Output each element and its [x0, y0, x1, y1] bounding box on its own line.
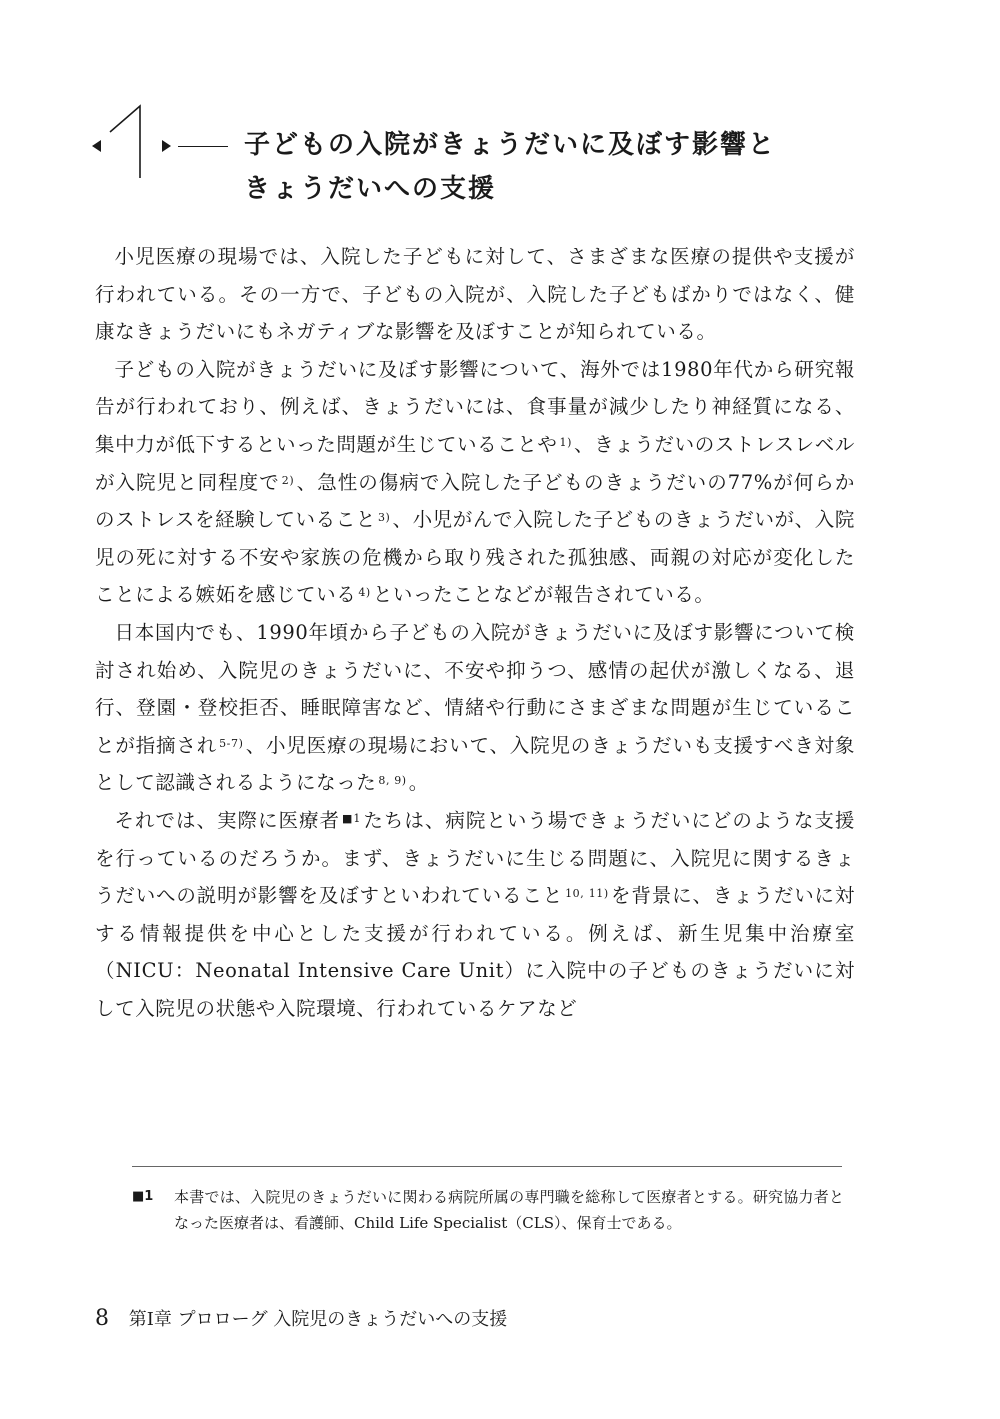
running-head: 第Ⅰ章 プロローグ 入院児のきょうだいへの支援 — [128, 1309, 508, 1330]
paragraph-2 — [95, 351, 855, 614]
citation-ref: 3) — [377, 511, 391, 525]
citation-ref: 5-7) — [219, 736, 244, 750]
paragraph-4-text: たちは、病院という場できょうだいにどのような支援を行っているのだろうか。まず、きょうだいに生じる問題に、入院児に関するきょうだいへの説明が影響を及ぼすといわれていること — [95, 808, 855, 908]
page-number: 8 — [95, 1306, 109, 1331]
paragraph-2-text: 子どもの入院がきょうだいに及ぼす影響について、海外では1980年代から研究報告が行われており、例えば、きょうだいには、食事量が減少したり神経質になる、集中力が低下するといった問題が生じていることや — [95, 357, 855, 456]
footnote-ref: ■1 — [342, 811, 361, 825]
section-heading — [92, 102, 892, 212]
paragraph-2-text: 、急性の傷病で入院した子どものきょうだいの77%が何らかのストレスを経験していること — [95, 470, 855, 532]
paragraph-4-text: を背景に、きょうだいに対する情報提供を中心とした支援が行われている。例えば、新生児集中治療室（NICU：Neonatal Intensive Care Unit）に入院中の子どものきょうだいに対して入院児の状態や入院環境、行われているケアなど — [95, 884, 855, 1020]
paragraph-1 — [95, 238, 855, 351]
paragraph-2-text: 、小児がんで入院した子どものきょうだいが、入院児の死に対する不安や家族の危機から取り残された孤独感、両親の対応が変化したことによる嫉妬を感じている — [95, 508, 855, 607]
paragraph-2-text: といったことなどが報告されている。 — [372, 583, 715, 607]
paragraph-4-text: それでは、実際に医療者 — [114, 808, 340, 832]
triangle-right-icon — [162, 140, 171, 152]
paragraph-3-text: 、小児医療の現場において、入院児のきょうだいも支援すべき対象として認識されるようになった — [95, 733, 855, 795]
section-title-line-1: 子どもの入院がきょうだいに及ぼす影響と — [244, 130, 777, 160]
paragraph-1-text: 小児医療の現場では、入院した子どもに対して、さまざまな医療の提供や支援が行われている。その一方で、子どもの入院が、入院した子どもばかりではなく、健康なきょうだいにもネガティブな影響を及ぼすことが知られている。 — [95, 245, 855, 344]
footnote-divider — [132, 1166, 842, 1167]
body-text — [95, 238, 855, 1027]
page-footer — [95, 1305, 507, 1331]
paragraph-4 — [95, 802, 855, 1028]
paragraph-2-text: 、きょうだいのストレスレベルが入院児と同程度で — [95, 432, 855, 494]
citation-ref: 2) — [281, 473, 295, 487]
paragraph-3-text: 日本国内でも、1990年頃から子どもの入院がきょうだいに及ぼす影響について検討され始め、入院児のきょうだいに、不安や抑うつ、感情の起伏が激しくなる、退行、登園・登校拒否、睡眠障害など、情緒や行動にさまざまな問題が生じていることが指摘され — [95, 620, 855, 757]
triangle-left-icon — [92, 140, 101, 152]
citation-ref: 8, 9) — [378, 774, 407, 788]
heading-rule — [178, 146, 228, 147]
section-title-line-2: きょうだいへの支援 — [244, 174, 497, 204]
footnote — [132, 1184, 844, 1236]
citation-ref: 1) — [559, 435, 573, 449]
paragraph-3 — [95, 614, 855, 802]
section-number-graphic — [106, 102, 146, 182]
citation-ref: 4) — [358, 586, 371, 600]
citation-ref: 10, 11) — [565, 887, 609, 901]
paragraph-3-text: 。 — [408, 771, 429, 795]
footnote-text: 本書では、入院児のきょうだいに関わる病院所属の専門職を総称して医療者とする。研究協力者となった医療者は、看護師、Child Life Specialist（CLS）、保育士である。 — [174, 1188, 844, 1232]
footnote-mark: ■1 — [132, 1189, 154, 1204]
